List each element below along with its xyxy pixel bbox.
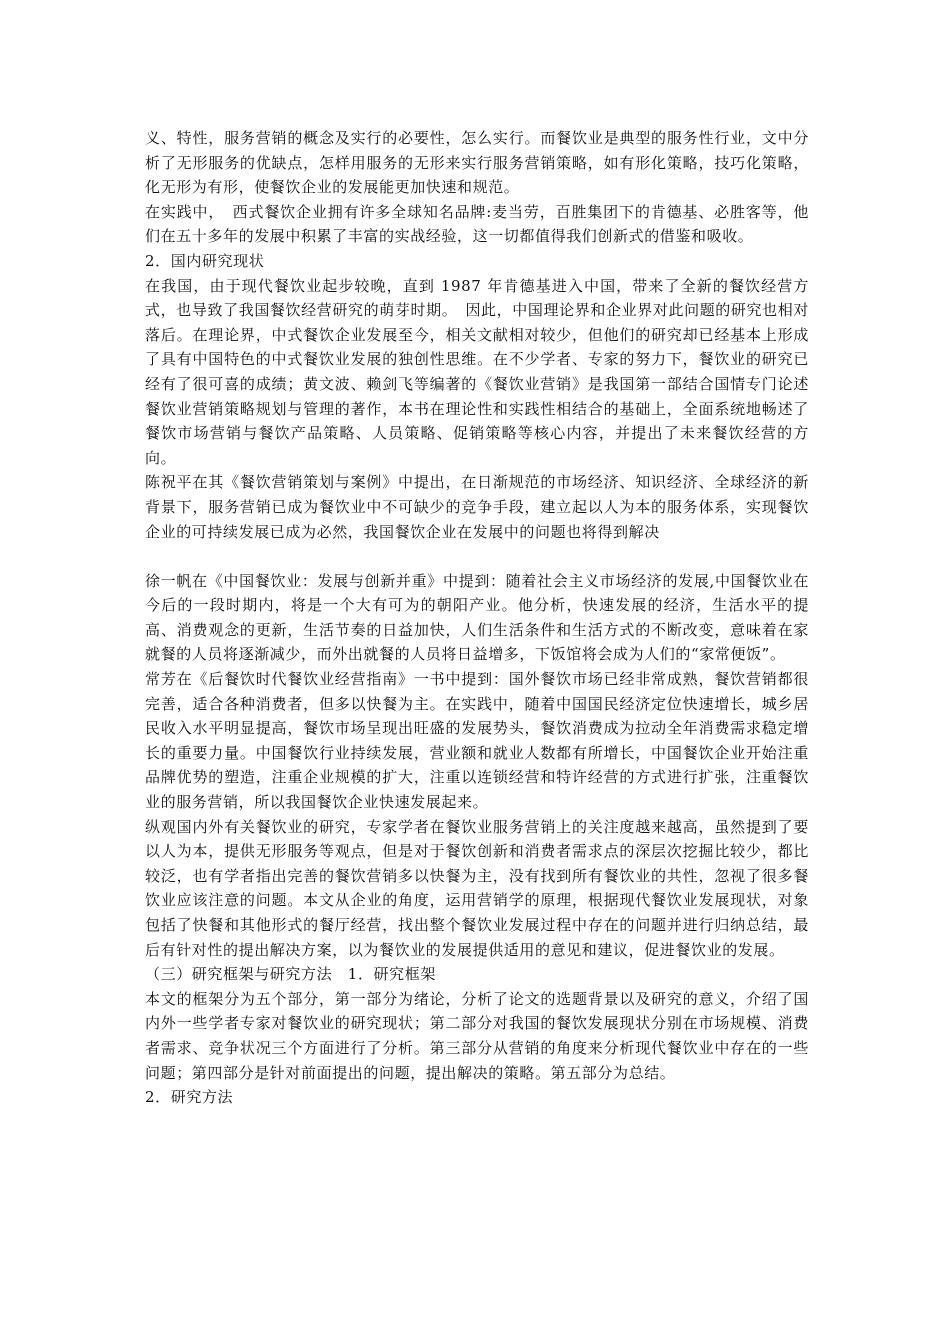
paragraph-domestic-research: 在我国，由于现代餐饮业起步较晚，直到 1987 年肯德基进入中国，带来了全新的餐饮经营方式，也导致了我国餐饮经营研究的萌芽时期。 因此，中国理论界和企业界对此问题的研究也相对落后。在理论界，中式餐饮企业发展至今，相关文献相对较少，但他们的研究却已经基本上形成了具有中国特色的中式餐饮业发展的独创性思维。在不少学者、专家的努力下，餐饮业的研究已经有了很可喜的成绩；黄文波、赖剑飞等编著的《餐饮业营销》是我国第一部结合国情专门论述餐饮业营销策略规划与管理的著作，本书在理论性和实践性相结合的基础上，全面系统地畅述了餐饮市场营销与餐饮产品策略、人员策略、促销策略等核心内容，并提出了未来餐饮经营的方向。	[145, 276, 809, 467]
paragraph-chang-fang: 常芳在《后餐饮时代餐饮业经营指南》一书中提到：国外餐饮市场已经非常成熟，餐饮营销都很完善，适合各种消费者，但多以快餐为主。在实践中，随着中国国民经济定位快速增长，城乡居民收入水平明显提高，餐饮市场呈现出旺盛的发展势头，餐饮消费成为拉动全年消费需求稳定增长的重要力量。中国餐饮行业持续发展，营业额和就业人数都有所增长，中国餐饮企业开始注重品牌优势的塑造，注重企业规模的扩大，注重以连锁经营和特许经营的方式进行扩张，注重餐饮业的服务营销，所以我国餐饮企业快速发展起来。	[145, 670, 809, 812]
paragraph-overview: 纵观国内外有关餐饮业的研究，专家学者在餐饮业服务营销上的关注度越来越高，虽然提到了要以人为本，提供无形服务等观点，但是对于餐饮创新和消费者需求点的深层次挖掘比较少，都比较泛，也有学者指出完善的餐饮营销多以快餐为主，没有找到所有餐饮业的共性，忽视了很多餐饮业应该注意的问题。本文从企业的角度，运用营销学的原理，根据现代餐饮业发展现状，对象包括了快餐和其他形式的餐厅经营，找出整个餐饮业发展过程中存在的问题并进行归纳总结，最后有针对性的提出解决方案，以为餐饮业的发展提供适用的意见和建议，促进餐饮业的发展。	[145, 817, 809, 959]
section-heading-methods: 2．研究方法	[145, 1088, 234, 1107]
document-body	[145, 126, 809, 1110]
paragraph-western-restaurants: 在实践中， 西式餐饮企业拥有许多全球知名品牌:麦当劳，百胜集团下的肯德基、必胜客等，他们在五十多年的发展中积累了丰富的实战经验，这一切都值得我们创新式的借鉴和吸收。	[145, 202, 809, 246]
section-heading-framework: （三）研究框架与研究方法 1．研究框架	[145, 965, 436, 984]
paragraph-xu-yifan: 徐一帆在《中国餐饮业：发展与创新并重》中提到：随着社会主义市场经济的发展,中国餐饮业在今后的一段时期内，将是一个大有可为的朝阳产业。他分析，快速发展的经济，生活水平的提高、消费观念的更新，生活节奏的日益加快，人们生活条件和生活方式的不断改变，意味着在家就餐的人员将逐渐减少，而外出就餐的人员将日益增多，下饭馆将会成为人们的“家常便饭”。	[145, 571, 809, 664]
paragraph-framework: 本文的框架分为五个部分，第一部分为绪论，分析了论文的选题背景以及研究的意义，介绍了国内外一些学者专家对餐饮业的研究现状；第二部分对我国的餐饮发展现状分别在市场规模、消费者需求、竞争状况三个方面进行了分析。第三部分从营销的角度来分析现代餐饮业中存在的一些问题；第四部分是针对前面提出的问题，提出解决的策略。第五部分为总结。	[145, 989, 809, 1082]
section-heading-domestic-research: 2．国内研究现状	[145, 251, 265, 270]
paragraph-chen-zhuping: 陈祝平在其《餐饮营销策划与案例》中提出，在日渐规范的市场经济、知识经济、全球经济的新背景下，服务营销已成为餐饮业中不可缺少的竞争手段，建立起以人为本的服务体系，实现餐饮企业的可持续发展已成为必然，我国餐饮企业在发展中的问题也将得到解决	[145, 473, 809, 541]
blank-line	[145, 544, 809, 569]
paragraph-service-marketing-intro: 义、特性，服务营销的概念及实行的必要性，怎么实行。而餐饮业是典型的服务性行业，文中分析了无形服务的优缺点，怎样用服务的无形来实行服务营销策略，如有形化策略，技巧化策略，化无形为有形，使餐饮企业的发展能更加快速和规范。	[145, 129, 809, 197]
